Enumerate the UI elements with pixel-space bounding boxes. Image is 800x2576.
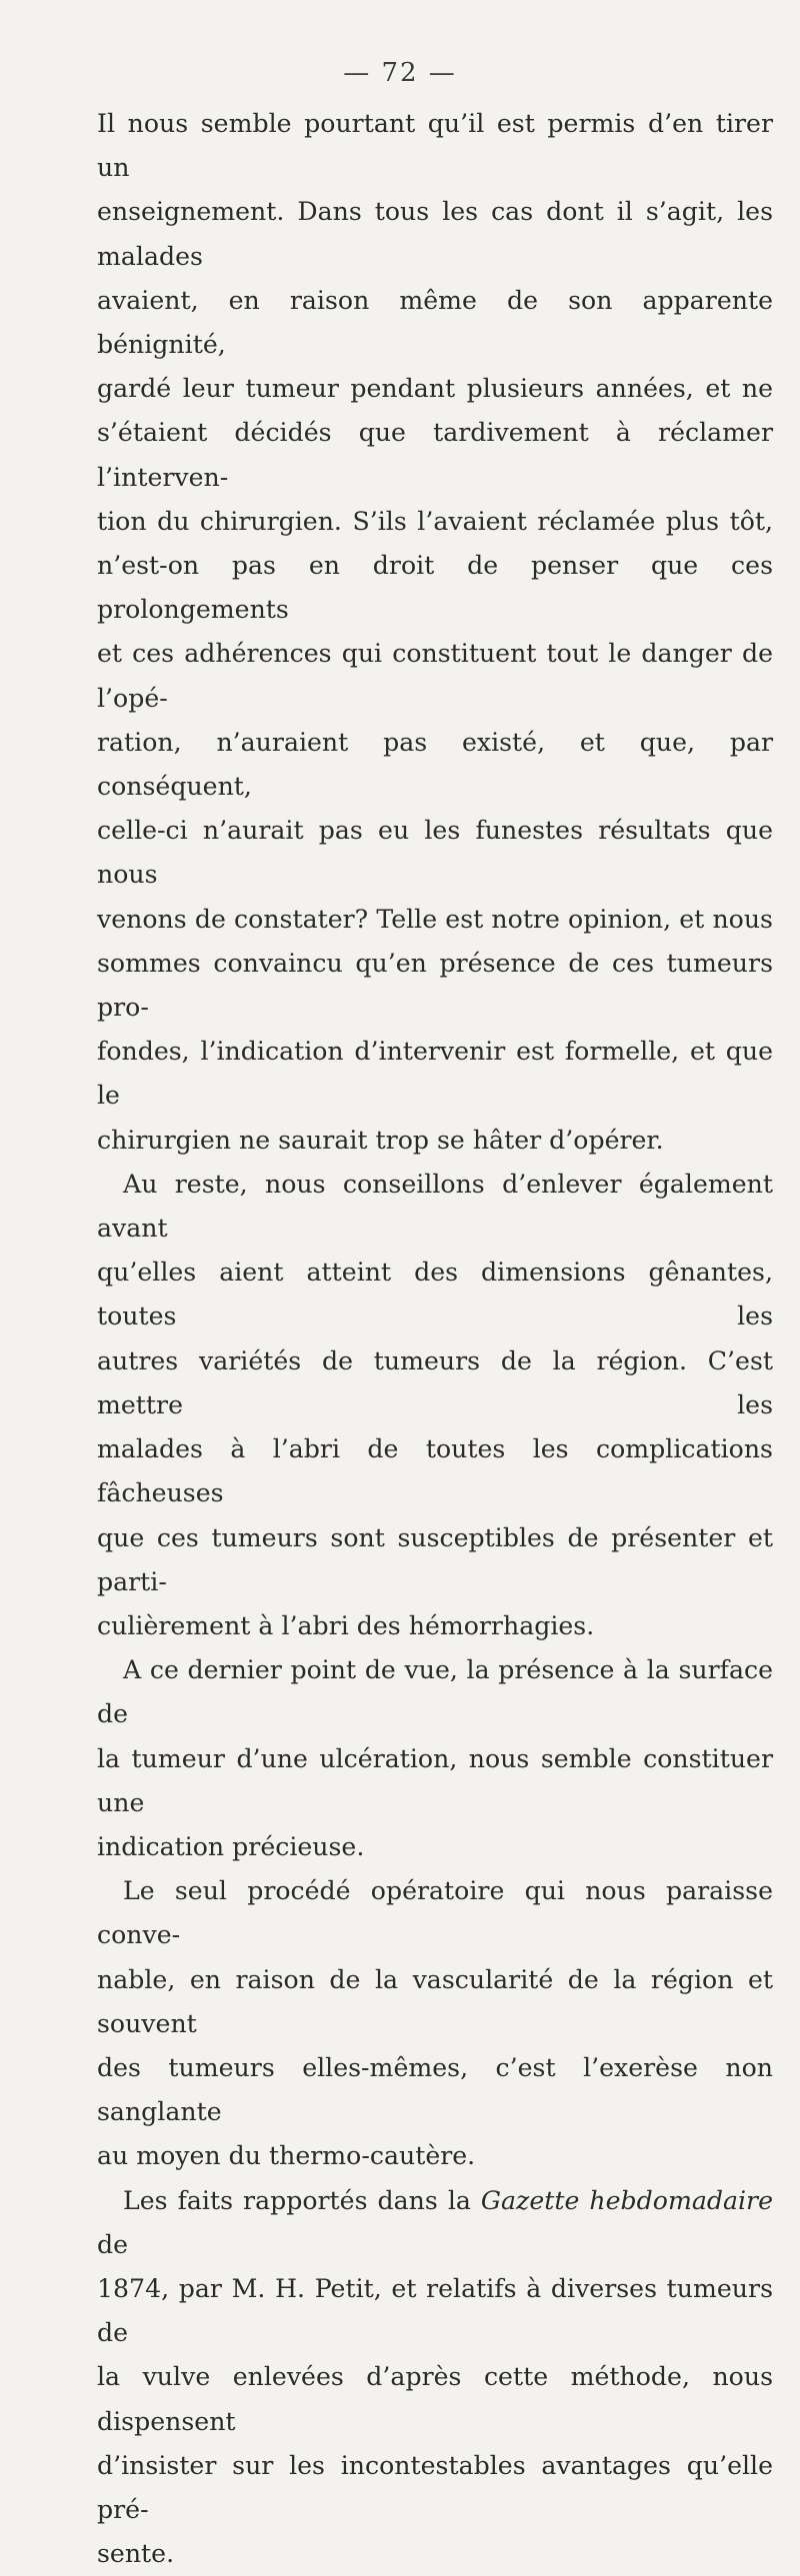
text-line: nable, en raison de la vascularité de la région et souvent: [97, 1964, 773, 2038]
text-line: venons de constater? Telle est notre opinion, et nous: [97, 904, 773, 934]
text-line: ration, n’auraient pas existé, et que, par conséquent,: [97, 727, 773, 802]
text-line: [97, 2179, 773, 2267]
text-line: Il nous semble pourtant qu’il est permis d’en tirer un: [97, 109, 773, 183]
text-line: que ces tumeurs sont susceptibles de présenter et parti-: [97, 1522, 773, 1596]
text-line: des tumeurs elles-mêmes, c’est l’exerèse non sanglante: [97, 2052, 773, 2127]
page-number: — 72 —: [343, 58, 457, 88]
text-line: celle-ci n’aurait pas eu les funestes résultats que nous: [97, 816, 773, 890]
text-line: Au reste, nous conseillons d’enlever également avant: [97, 1169, 773, 1244]
text-line: et ces adhérences qui constituent tout le danger de l’opé-: [97, 639, 773, 713]
text-span: Les faits rapportés dans la: [123, 2185, 481, 2215]
text-line: sente.: [97, 2539, 175, 2569]
text-line: sommes convaincu qu’en présence de ces tumeurs pro-: [97, 948, 773, 1023]
text-line: s’étaient décidés que tardivement à réclamer l’interven-: [97, 418, 773, 492]
text-span: de: [97, 2229, 129, 2259]
text-line: fondes, l’indication d’intervenir est formelle, et que le: [97, 1037, 773, 1111]
text-line: la vulve enlevées d’après cette méthode, nous dispensent: [97, 2362, 773, 2436]
text-line: n’est-on pas en droit de penser que ces prolongements: [97, 551, 773, 625]
text-line: au moyen du thermo-cautère.: [97, 2141, 476, 2171]
text-line: chirurgien ne saurait trop se hâter d’opérer.: [97, 1125, 664, 1155]
text-line: indication précieuse.: [97, 1831, 365, 1861]
text-line: culièrement à l’abri des hémorrhagies.: [97, 1610, 595, 1640]
text-line: malades à l’abri de toutes les complications fâcheuses: [97, 1434, 773, 1508]
text-line: A ce dernier point de vue, la présence à la surface de: [97, 1655, 773, 1729]
text-line: d’insister sur les incontestables avantages qu’elle pré-: [97, 2450, 773, 2524]
text-line: tion du chirurgien. S’ils l’avaient réclamée plus tôt,: [97, 506, 773, 536]
text-line: enseignement. Dans tous les cas dont il s’agit, les malades: [97, 197, 773, 271]
text-line: avaient, en raison même de son apparente bénignité,: [97, 285, 773, 360]
text-line: qu’elles aient atteint des dimensions gênantes, toutes les: [97, 1258, 773, 1331]
text-line: la tumeur d’une ulcération, nous semble constituer une: [97, 1743, 773, 1817]
text-line: gardé leur tumeur pendant plusieurs années, et ne: [97, 374, 773, 404]
text-line: autres variétés de tumeurs de la région. C’est mettre les: [97, 1345, 773, 1419]
text-line: Le seul procédé opératoire qui nous paraisse conve-: [97, 1876, 773, 1950]
journal-title: Gazette hebdomadaire: [480, 2185, 773, 2215]
text-line: 1874, par M. H. Petit, et relatifs à diverses tumeurs de: [97, 2273, 773, 2348]
